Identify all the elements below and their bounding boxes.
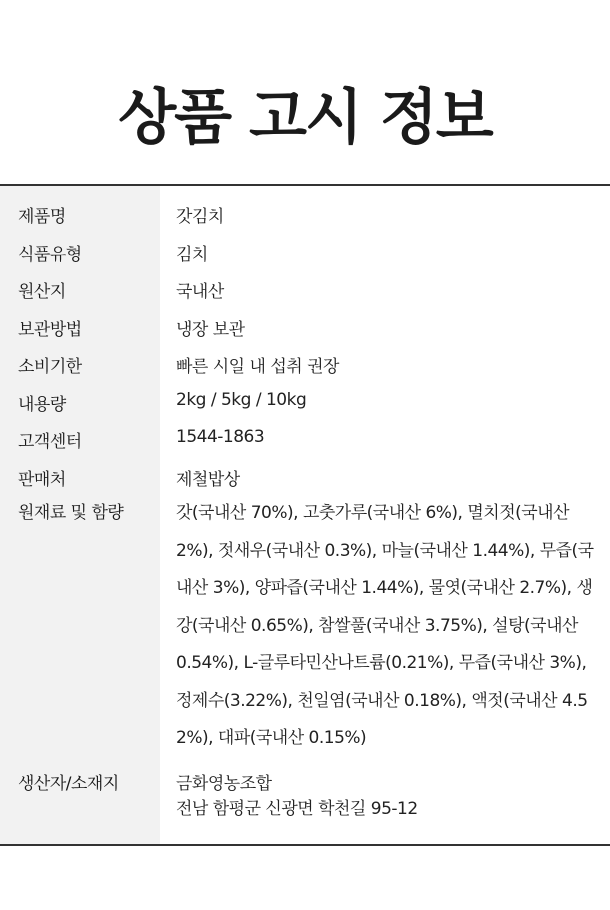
row-label: 소비기한 [18,357,82,377]
row-label: 판매처 [18,470,66,490]
row-value: 빠른 시일 내 섭취 권장 [176,357,339,377]
row-label: 생산자/소재지 [18,774,119,794]
row-value: 냉장 보관 [176,320,245,340]
row-value: 1544-1863 [176,427,265,447]
row-value [176,772,598,822]
producer-address: 전남 함평군 신광면 학천길 95-12 [176,799,418,819]
row-value: 갓김치 [176,207,224,227]
row-value: 갓(국내산 70%), 고춧가루(국내산 6%), 멸치젓(국내산 2%), 젓새우(국내산 0.3%), 마늘(국내산 1.44%), 무즙(국내산 3%), 양파즙(국내산 1.44%), 물엿(국내산 2.7%), 생강(국내산 0.65%), 참쌀풀(국내산 3.75%), 설탕(국내산 0.54%), L-글루타민산나트륨(0.21%), 무즙(국내산 3%), 정제수(3.22%), 천일염(국내산 0.18%), 액젓(국내산 4.52%), 대파(국내산 0.15%) [176,503,594,748]
row-label: 원산지 [18,282,66,302]
row-value: 김치 [176,245,208,265]
row-label: 식품유형 [18,245,82,265]
row-value: 제철밥상 [176,470,240,490]
row-label: 보관방법 [18,320,82,340]
row-value: 2kg / 5kg / 10kg [176,390,307,410]
producer-name: 금화영농조합 [176,774,272,794]
row-label: 고객센터 [18,432,82,452]
row-label: 내용량 [18,395,66,415]
product-info-table [0,184,610,846]
row-label: 원재료 및 함량 [18,503,124,523]
row-label: 제품명 [18,207,66,227]
page-title: 상품 고시 정보 [118,83,492,153]
row-value: 국내산 [176,282,224,302]
